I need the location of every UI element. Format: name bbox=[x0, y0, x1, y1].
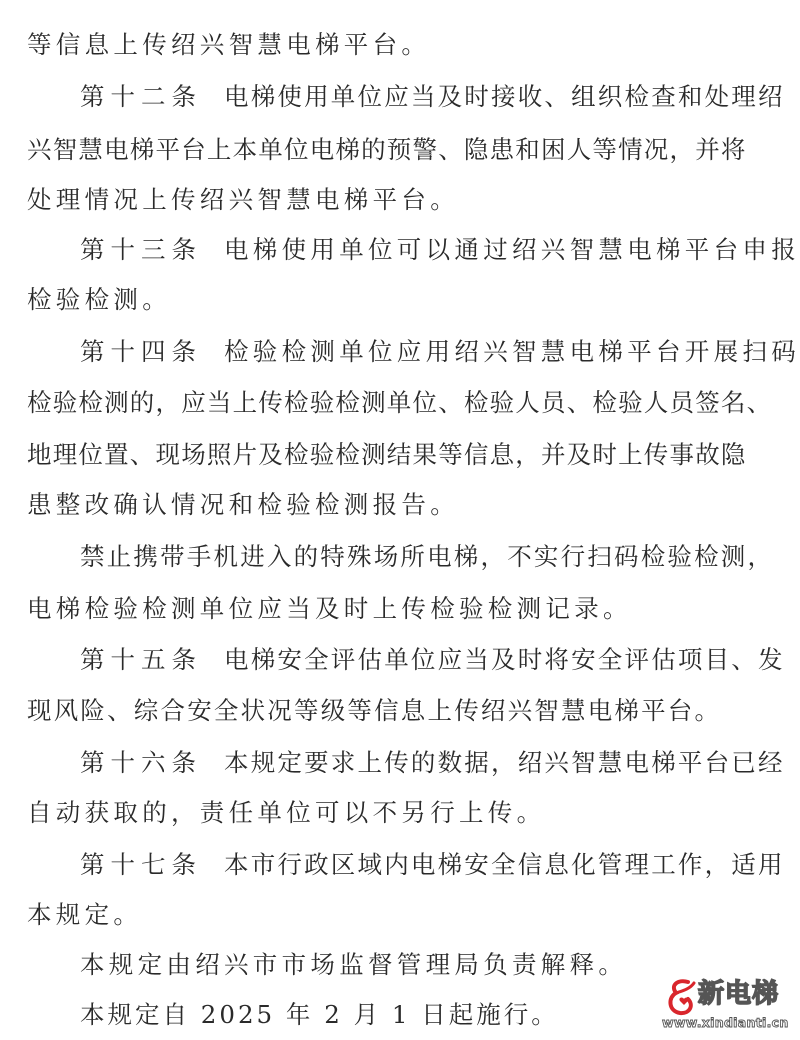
article-13-heading-line bbox=[80, 235, 800, 265]
article-15-heading-line bbox=[80, 645, 785, 675]
line-text: 现风险、综合安全状况等级等信息上传绍兴智慧电梯平台。 bbox=[27, 696, 722, 725]
article-label: 第十二条 bbox=[80, 82, 202, 111]
line-text: 禁止携带手机进入的特殊场所电梯，不实行扫码检验检测， bbox=[80, 542, 775, 571]
text-line-11 bbox=[80, 542, 774, 572]
line-text: 本市行政区域内电梯安全信息化管理工作，适用 bbox=[224, 850, 785, 879]
line-text: 本规定要求上传的数据，绍兴智慧电梯平台已经 bbox=[224, 748, 785, 777]
line-text: 处理情况上传绍兴智慧电梯平台。 bbox=[27, 185, 459, 214]
article-12-heading-line bbox=[80, 82, 785, 112]
line-text: 电梯安全评估单位应当及时将安全评估项目、发 bbox=[224, 645, 785, 674]
article-14-heading-line bbox=[80, 337, 800, 367]
text-line-9 bbox=[27, 440, 747, 470]
line-text: 本规定。 bbox=[27, 900, 143, 929]
watermark bbox=[660, 975, 796, 1035]
article-label: 第十四条 bbox=[80, 337, 202, 366]
line-text: 电梯检验检测单位应当及时上传检验检测记录。 bbox=[27, 594, 632, 623]
text-line-14 bbox=[27, 696, 721, 726]
line-text: 检验检测的，应当上传检验检测单位、检验人员、检验人员签名、 bbox=[27, 388, 773, 417]
line-text: 自动获取的，责任单位可以不另行上传。 bbox=[27, 798, 546, 827]
article-label: 第十三条 bbox=[80, 235, 202, 264]
line-text: 检验检测单位应用绍兴智慧电梯平台开展扫码 bbox=[224, 337, 800, 366]
line-text: 本规定自 2025 年 2 月 1 日起施行。 bbox=[80, 1000, 559, 1029]
article-label: 第十七条 bbox=[80, 850, 202, 879]
text-line-16 bbox=[27, 798, 545, 828]
article-17-heading-line bbox=[80, 850, 785, 880]
line-text: 电梯使用单位应当及时接收、组织检查和处理绍 bbox=[224, 82, 785, 111]
xindianti-logo-icon bbox=[664, 977, 700, 1017]
text-line-8 bbox=[27, 388, 772, 418]
line-text: 检验检测。 bbox=[27, 285, 171, 314]
watermark-title: 新电梯 bbox=[698, 979, 780, 1009]
text-line-1 bbox=[27, 30, 430, 60]
article-16-heading-line bbox=[80, 748, 785, 778]
text-line-18 bbox=[27, 900, 142, 930]
watermark-url: www.xindianti.cn bbox=[662, 1015, 789, 1030]
line-text: 等信息上传绍兴智慧电梯平台。 bbox=[27, 30, 431, 59]
line-text: 本规定由绍兴市市场监督管理局负责解释。 bbox=[80, 950, 628, 979]
article-label: 第十六条 bbox=[80, 748, 202, 777]
line-text: 地理位置、现场照片及检验检测结果等信息，并及时上传事故隐 bbox=[27, 440, 747, 469]
article-label: 第十五条 bbox=[80, 645, 202, 674]
text-line-4 bbox=[27, 185, 459, 215]
text-line-10 bbox=[27, 490, 459, 520]
text-line-6 bbox=[27, 285, 171, 315]
line-text: 兴智慧电梯平台上本单位电梯的预警、隐患和困人等情况，并将 bbox=[27, 135, 747, 164]
text-line-19 bbox=[80, 950, 627, 980]
text-line-20 bbox=[80, 1000, 559, 1030]
line-text: 电梯使用单位可以通过绍兴智慧电梯平台申报 bbox=[224, 235, 800, 264]
line-text: 患整改确认情况和检验检测报告。 bbox=[27, 490, 459, 519]
text-line-3 bbox=[27, 135, 747, 165]
text-line-12 bbox=[27, 594, 632, 624]
